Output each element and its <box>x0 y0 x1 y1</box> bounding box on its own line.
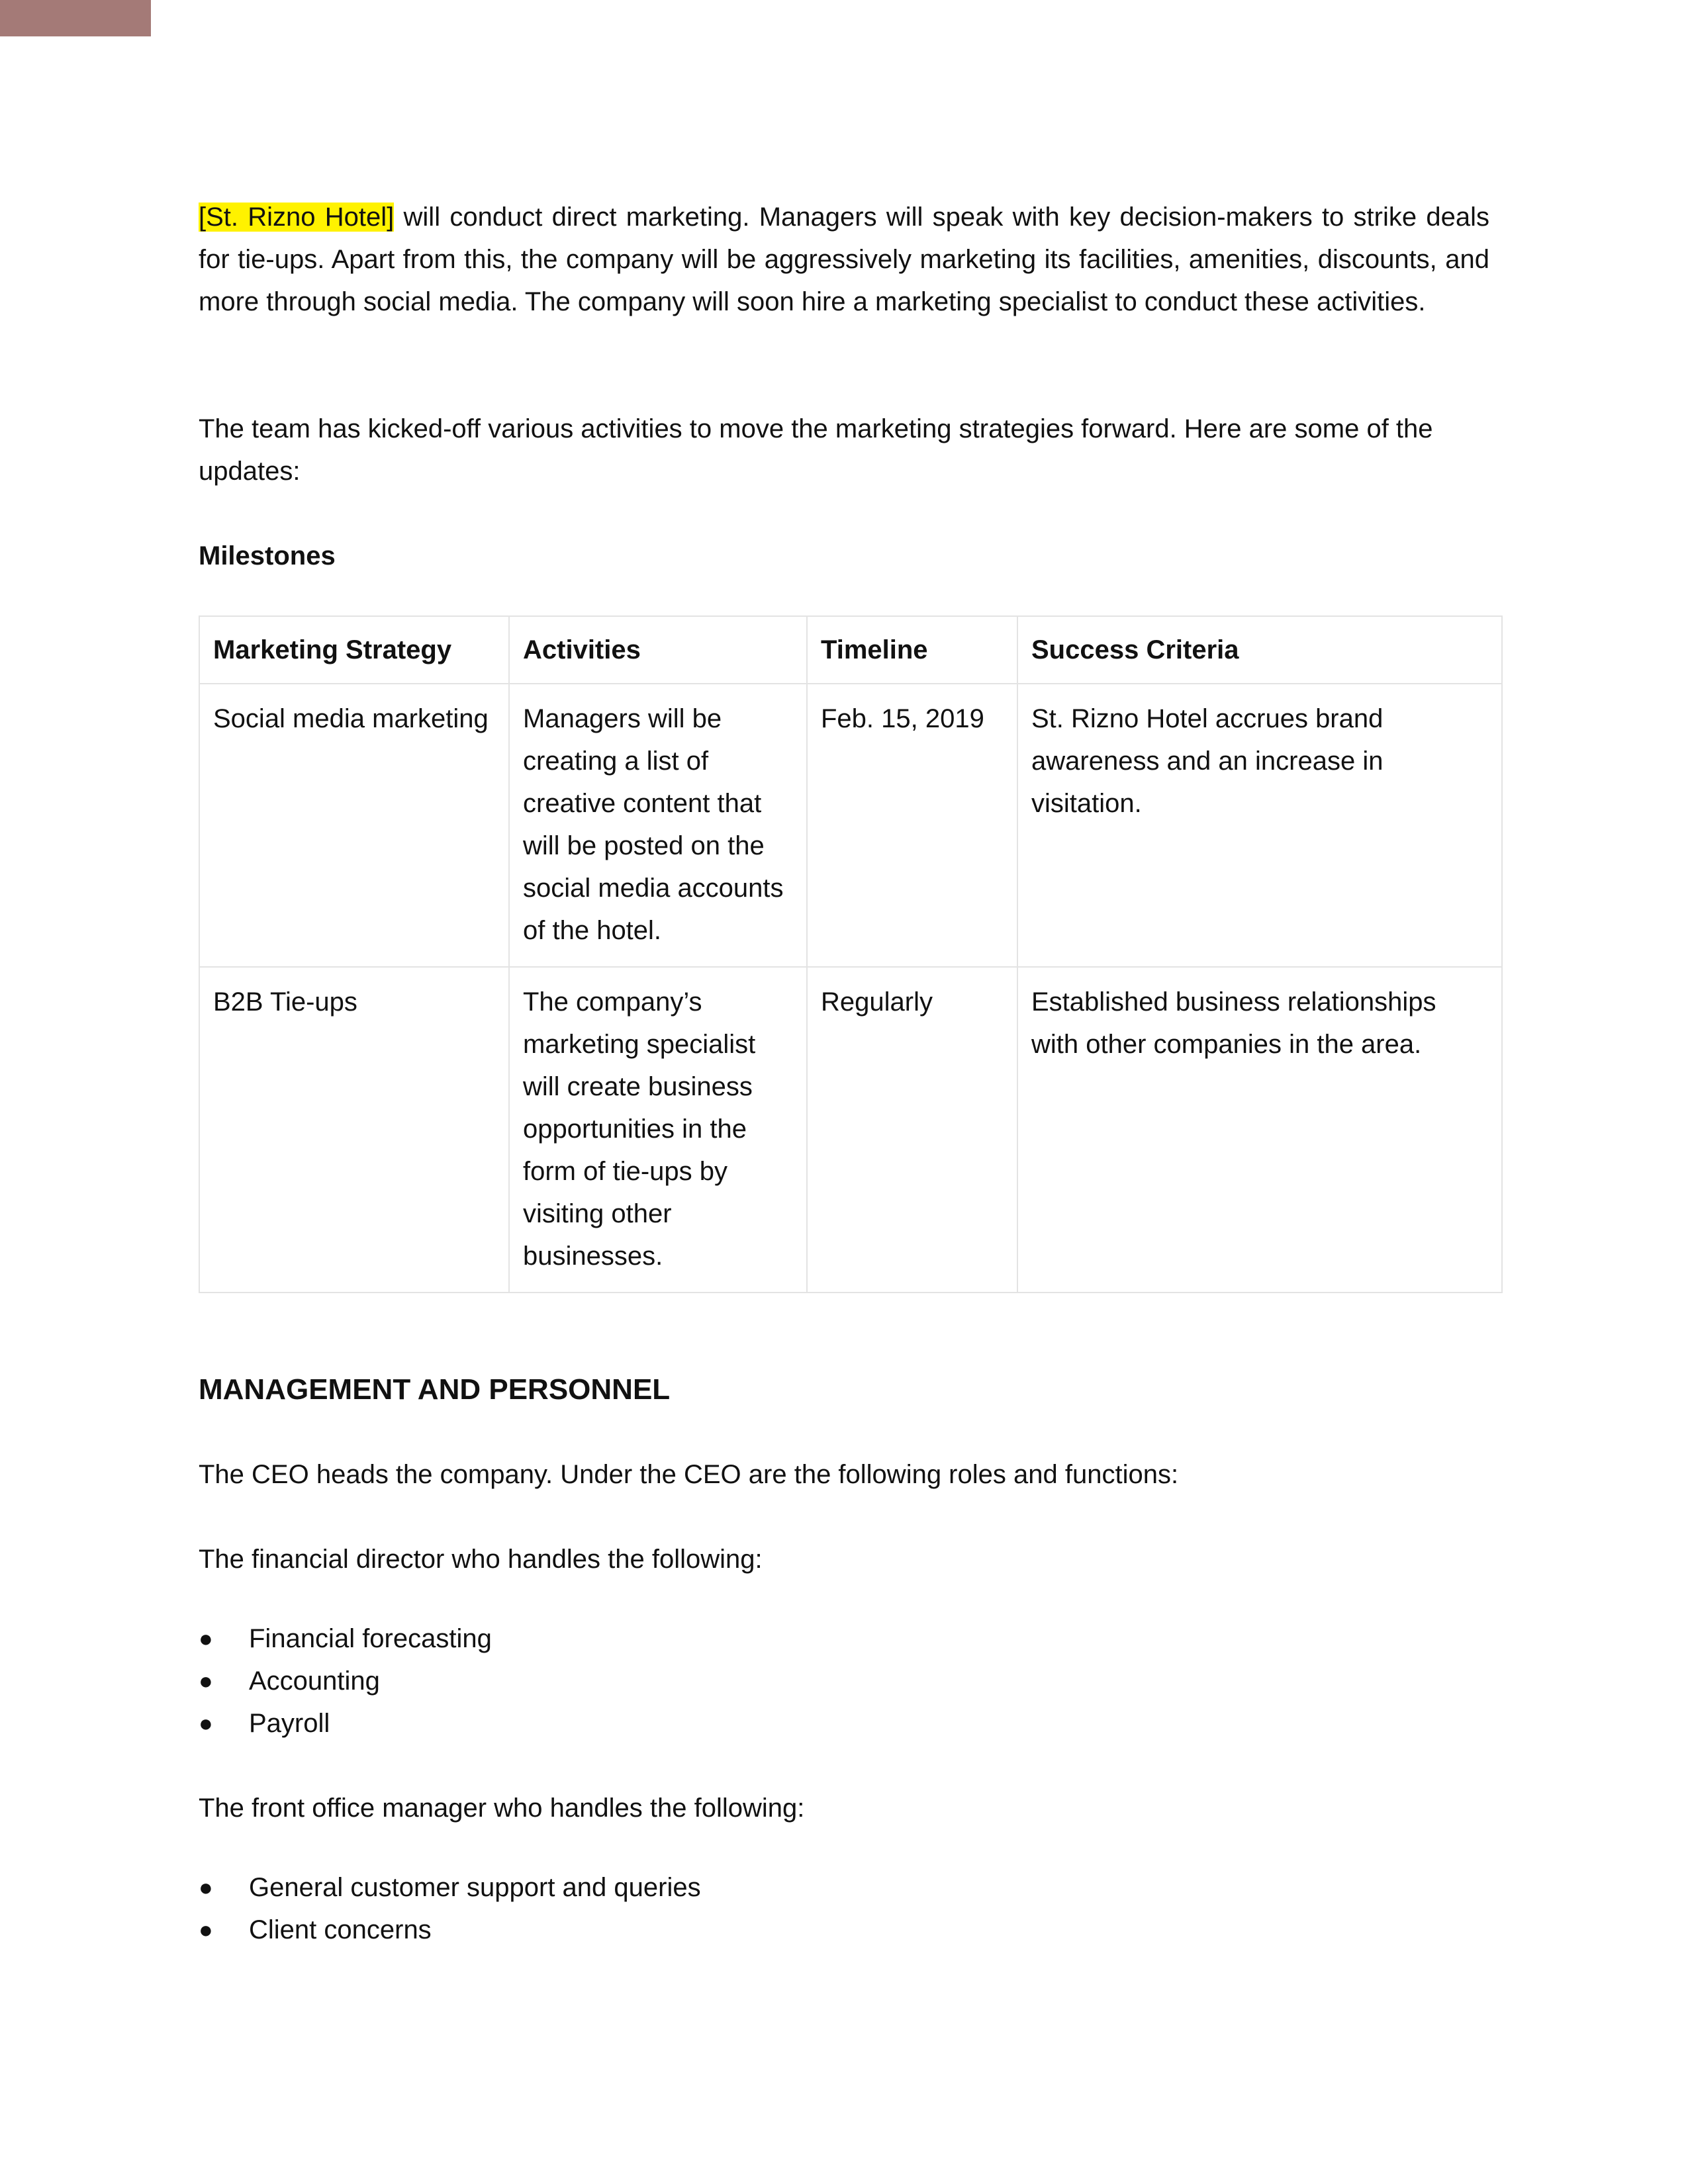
ceo-paragraph: The CEO heads the company. Under the CEO are the following roles and functions: <box>199 1460 1179 1489</box>
cell-strategy: B2B Tie-ups <box>199 967 509 1293</box>
cell-timeline: Feb. 15, 2019 <box>807 684 1017 967</box>
header-success-criteria: Success Criteria <box>1017 616 1502 684</box>
bullet-icon: ● <box>199 1874 213 1901</box>
table-header-row <box>199 616 1502 684</box>
updates-paragraph: The team has kicked-off various activities to move the marketing strategies forward. Here are some of the updates: <box>199 414 1433 486</box>
cell-timeline: Regularly <box>807 967 1017 1293</box>
intro-text: will conduct direct marketing. Managers will speak with key decision-makers to strike deals for tie-ups. Apart from this, the company will be aggressively marketing its facilities, amenities, discounts, and more through social media. The company will soon hire a marketing specialist to conduct these activities. <box>199 203 1489 316</box>
front-office-duties-list <box>199 1866 1489 1951</box>
management-section-title: MANAGEMENT AND PERSONNEL <box>199 1373 671 1406</box>
list-item: ● Payroll <box>199 1702 1489 1745</box>
cell-criteria: St. Rizno Hotel accrues brand awareness and an increase in visitation. <box>1017 684 1502 967</box>
bullet-icon: ● <box>199 1709 213 1737</box>
list-item: ● Client concerns <box>199 1909 1489 1951</box>
header-timeline: Timeline <box>807 616 1017 684</box>
list-item: ● Financial forecasting <box>199 1617 1489 1660</box>
table-row <box>199 967 1502 1293</box>
document-body <box>199 196 1489 1951</box>
bullet-icon: ● <box>199 1625 213 1652</box>
cell-activities: The company’s marketing specialist will create business opportunities in the form of tie-ups by visiting other businesses. <box>509 967 807 1293</box>
cell-strategy: Social media marketing <box>199 684 509 967</box>
milestones-heading: Milestones <box>199 541 336 570</box>
table-row <box>199 684 1502 967</box>
list-item: ● General customer support and queries <box>199 1866 1489 1909</box>
financial-director-paragraph: The financial director who handles the following: <box>199 1545 763 1574</box>
milestones-table <box>199 615 1503 1293</box>
cell-activities: Managers will be creating a list of creative content that will be posted on the social media accounts of the hotel. <box>509 684 807 967</box>
header-marketing-strategy: Marketing Strategy <box>199 616 509 684</box>
header-activities: Activities <box>509 616 807 684</box>
front-office-paragraph: The front office manager who handles the following: <box>199 1794 805 1823</box>
cell-criteria: Established business relationships with other companies in the area. <box>1017 967 1502 1293</box>
corner-tab-decoration <box>0 0 151 36</box>
bullet-icon: ● <box>199 1916 213 1943</box>
financial-duties-list <box>199 1617 1489 1745</box>
bullet-icon: ● <box>199 1667 213 1694</box>
list-item: ● Accounting <box>199 1660 1489 1702</box>
intro-paragraph <box>199 196 1489 365</box>
hotel-name-highlight: [St. Rizno Hotel] <box>199 203 395 232</box>
